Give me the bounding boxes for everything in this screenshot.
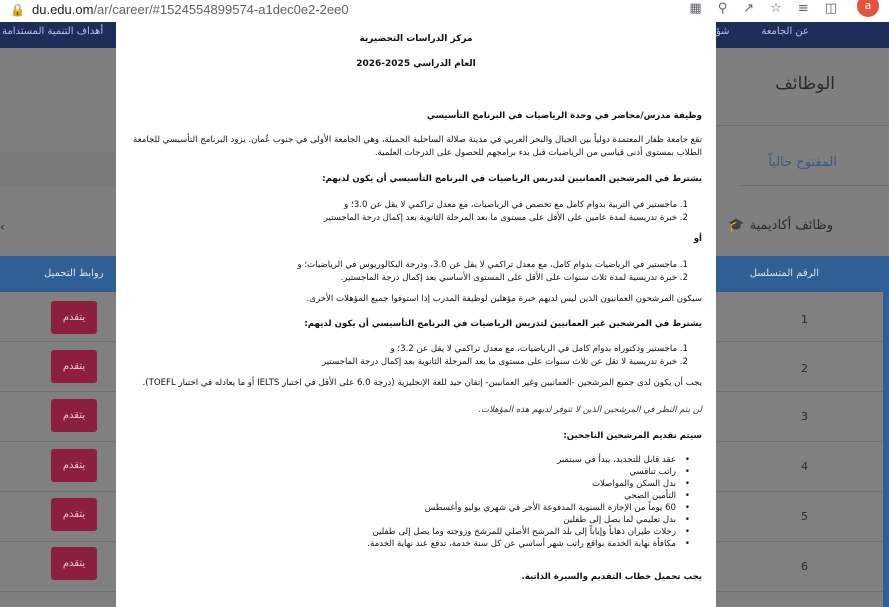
omani-note: سيكون المرشحون العمانيون الذين ليس لديهم خبرة مؤهلين لوظيفة المدرب إذا استوفوا جميع المؤهلات الأخرى.	[306, 294, 702, 304]
nav-item-sdg[interactable]: أهداف التنمية المستدامة	[2, 26, 104, 37]
tab-underline	[740, 185, 889, 186]
nonomani-requirements-heading: يشترط في المرشحين غير العمانيين لتدريس الرياضيات في البرنامج التأسيسي أن يكون لديهم:	[304, 319, 702, 329]
nonomani-req-item: 1. ماجستير ودكتوراه بدوام كامل في الرياضيات، مع معدل تراكمي لا يقل عن 3.2؛ و	[390, 344, 688, 354]
submission-note: يجب تحميل خطاب التقديم والسيرة الذاتية.	[521, 572, 702, 582]
row-number: 4	[801, 460, 808, 473]
row-number: 5	[801, 510, 808, 523]
star-icon[interactable]: ☆	[770, 1, 782, 16]
intro-line-2: الطلاب بمستوى أدنى قياسي من الرياضيات قبل بدء برامجهم للحصول على الدرجات العلمية.	[374, 148, 702, 158]
scroll-strip	[883, 290, 889, 607]
share-icon[interactable]: ↗	[743, 1, 755, 16]
benefit-item: التأمين الصحي	[624, 491, 676, 501]
omani-alt-item: 1. ماجستير في الرياضيات بدوام كامل، مع معدل تراكمي لا يقل عن 3.0، ودرجة البكالوريوس في الرياضيات؛ و	[297, 260, 688, 270]
row-number: 6	[801, 560, 808, 573]
nav-item-about[interactable]: عن الجامعة	[761, 26, 809, 37]
bullet-icon: •	[684, 539, 690, 549]
apply-button[interactable]: يتقدم	[51, 449, 97, 482]
benefit-item: رحلات طيران ذهاباً وإياباً إلى بلد المرشح الأصلي للمرشح وزوجته وما يصل إلى طفلين	[372, 527, 676, 537]
row-number: 1	[801, 313, 808, 326]
url-path: /ar/career/#1524554899574-a1dec0e2-2ee0	[93, 2, 349, 17]
job-title: وظيفة مدرس/محاضر في وحدة الرياضيات في البرنامج التأسيسي	[426, 111, 702, 121]
url-text[interactable]	[32, 2, 349, 17]
bullet-icon: •	[684, 503, 690, 513]
sidebar-icon[interactable]: ◫	[824, 1, 837, 16]
profile-avatar[interactable]: a	[857, 0, 879, 17]
zoom-icon[interactable]: ⚲	[717, 1, 728, 16]
header-number: الرقم المتسلسل	[749, 268, 819, 279]
bullet-icon: •	[684, 491, 690, 501]
apply-button[interactable]: يتقدم	[51, 399, 97, 432]
omani-alt-item: 2. خبرة تدريسية لمدة ثلاث سنوات على الأقل على المستوى الأساسي بعد إكمال درجة الماجستير.	[340, 273, 688, 283]
row-number: 3	[801, 410, 808, 423]
url-host: du.edu.om	[32, 2, 94, 17]
nonomani-req-item: 2. خبرة تدريسية لا تقل عن ثلاث سنوات على مستوى ما بعد المرحلة الثانوية بعد إكمال درجة الماجستير	[322, 357, 688, 367]
apply-button[interactable]: يتقدم	[51, 301, 97, 334]
omani-req-item: 1. ماجستير في التربية بدوام كامل مع تخصص في الرياضيات، مع معدل تراكمي لا يقل عن 3.0؛ و	[344, 200, 688, 210]
benefit-item: بدل السكن والمواصلات	[591, 479, 676, 489]
left-tab-area	[0, 152, 116, 186]
omani-req-item: 2. خبرة تدريسية لمدة عامين على الأقل على مستوى ما بعد المرحلة الثانوية بعد إكمال درجة الماجستير	[323, 213, 688, 223]
bullet-icon: •	[684, 467, 690, 477]
or-label: أو	[693, 234, 702, 244]
tab-open[interactable]: المفتوح حالياً	[768, 155, 837, 170]
center-name: مركز الدراسات التحضيرية	[359, 34, 473, 44]
apply-button[interactable]: يتقدم	[51, 547, 97, 580]
benefit-item: مكافأة نهاية الخدمة بواقع راتب شهر أساسي عن كل سنة خدمة، تدفع عند نهاية الخدمة.	[367, 539, 676, 549]
apply-button[interactable]: يتقدم	[51, 350, 97, 383]
offer-heading: سيتم تقديم المرشحين الناجحين:	[563, 431, 702, 441]
graduation-cap-icon: 🎓	[728, 218, 745, 233]
bullet-icon: •	[684, 455, 690, 465]
category-heading[interactable]: وظائف أكاديمية	[749, 218, 833, 233]
reading-list-icon[interactable]: ≡	[797, 1, 809, 16]
not-considered-note: لن يتم النظر في المرشحين الذين لا تتوفر لديهم هذه المؤهلات.	[478, 405, 702, 415]
nav-item-partial[interactable]: شؤ	[716, 26, 730, 37]
bullet-icon: •	[684, 527, 690, 537]
bullet-icon: •	[684, 515, 690, 525]
academic-year: العام الدراسي 2025-2026	[356, 59, 476, 69]
benefit-item: 60 يوماً من الإجازة السنوية المدفوعة الأجر في شهري يوليو وأغسطس	[424, 503, 676, 513]
chevron-icon[interactable]: ‹	[0, 220, 5, 234]
english-requirement: يجب أن يكون لدى جميع المرشحين -العمانيين وغير العمانيين- إتقان جيد للغة الإنجليزية (درجة 6.0 على الأقل في اختبار IELTS أو ما يعادله في اختبار TOEFL).	[142, 378, 702, 388]
lock-icon[interactable]: 🔒	[10, 3, 25, 17]
benefit-item: عقد قابل للتجديد، يبدأ في سبتمبر	[557, 455, 676, 465]
apply-button[interactable]: يتقدم	[51, 498, 97, 531]
header-links: روابط التحميل	[44, 268, 104, 279]
page-title: الوظائف	[775, 74, 835, 94]
benefit-item: راتب تنافسي	[629, 467, 676, 477]
translate-icon[interactable]: ▦	[689, 1, 702, 16]
benefit-item: بدل تعليمي لما يصل إلى طفلين	[563, 515, 676, 525]
omani-requirements-heading: يشترط في المرشحين العمانيين لتدريس الرياضيات في البرنامج التأسيسي أن يكون لديهم:	[322, 174, 702, 184]
job-document	[116, 22, 716, 607]
row-number: 2	[801, 362, 808, 375]
divider	[716, 125, 889, 126]
intro-line-1: تقع جامعة ظفار المعتمدة دولياً بين الجبال والبحر العربي في مدينة صلالة الساحلية الجميلة، وهي الجامعة الأولى في جنوب عُمان. يزود البرنامج التأسيسي للجامعة	[132, 135, 702, 145]
job-description-modal[interactable]	[116, 22, 716, 607]
bullet-icon: •	[684, 479, 690, 489]
browser-address-bar[interactable]	[0, 0, 889, 23]
